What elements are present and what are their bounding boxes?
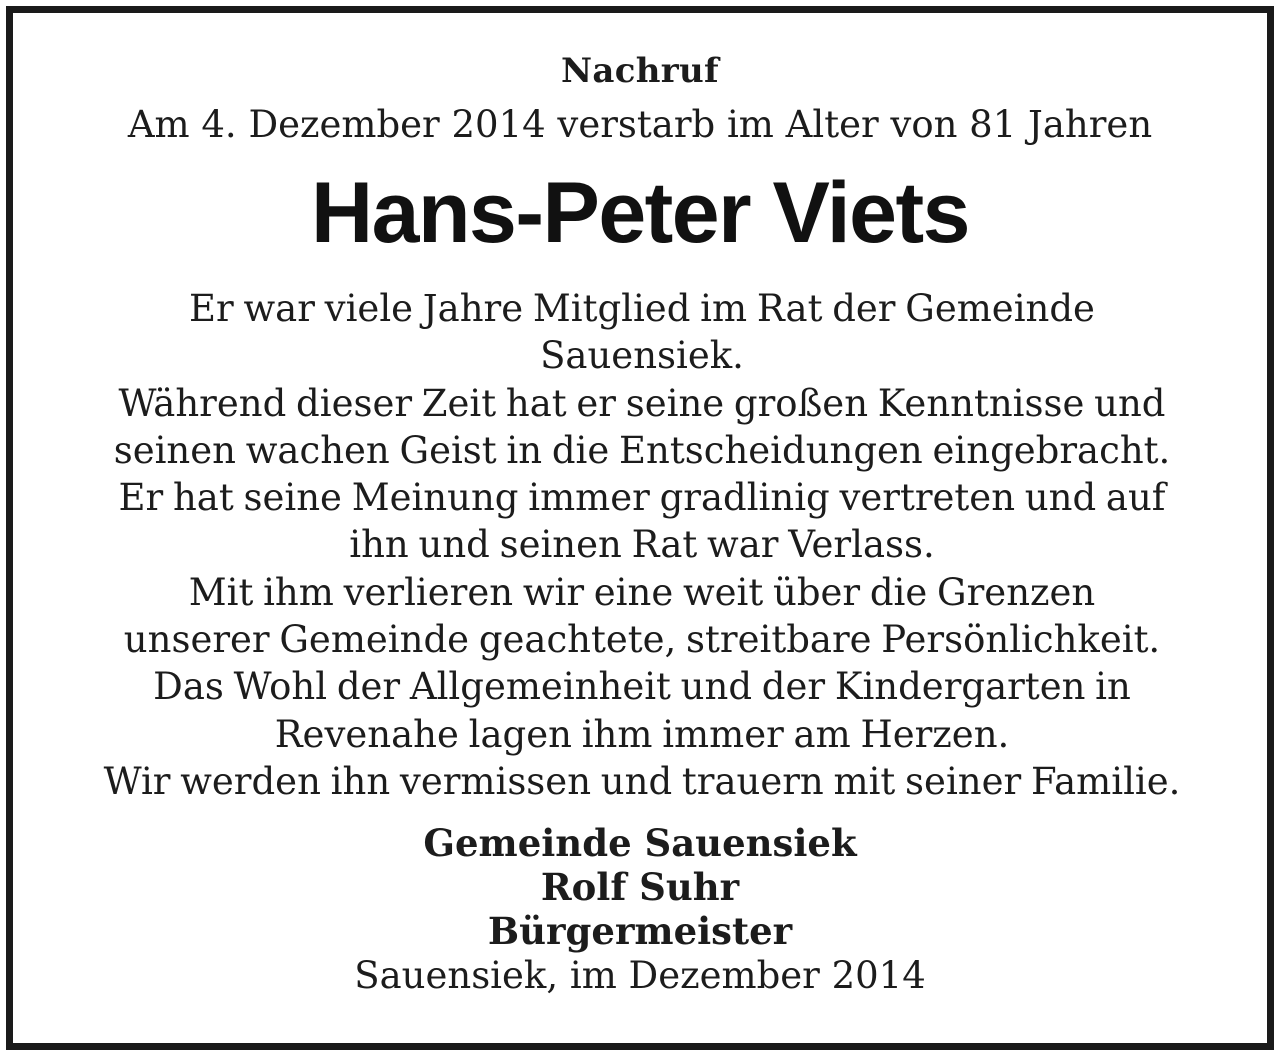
body-line: seinen wachen Geist in die Entscheidungen eingebracht. — [113, 428, 1171, 472]
body-line: Wir werden ihn vermissen und trauern mit seiner Familie. — [103, 759, 1181, 803]
body-line: Mit ihm verlieren wir eine weit über die Grenzen — [188, 570, 1096, 614]
notice-heading: Nachruf — [561, 51, 719, 91]
notice-subheading: Am 4. Dezember 2014 verstarb im Alter von 81 Jahren — [127, 103, 1153, 146]
body-line: Sauensiek. — [540, 334, 744, 378]
signature-place-date: Sauensiek, im Dezember 2014 — [354, 954, 926, 997]
signature-person: Rolf Suhr — [540, 865, 740, 909]
signature-title: Bürgermeister — [487, 909, 793, 953]
deceased-name: Hans-Peter Viets — [311, 165, 969, 261]
obituary-body — [83, 285, 1201, 805]
body-line: unserer Gemeinde geachtete, streitbare Persönlichkeit. — [123, 618, 1161, 662]
signature-block — [13, 821, 1267, 999]
body-line: Während dieser Zeit hat er seine großen Kenntnisse und — [118, 381, 1166, 425]
body-line: Revenahe lagen ihm immer am Herzen. — [274, 712, 1010, 756]
body-line: Er hat seine Meinung immer gradlinig vertreten und auf — [118, 476, 1166, 520]
body-line: Er war viele Jahre Mitglied im Rat der Gemeinde — [189, 287, 1095, 330]
body-line: Das Wohl der Allgemeinheit und der Kindergarten in — [153, 665, 1131, 709]
body-line: ihn und seinen Rat war Verlass. — [349, 523, 935, 567]
signature-organization: Gemeinde Sauensiek — [423, 821, 857, 865]
obituary-frame — [6, 6, 1274, 1050]
